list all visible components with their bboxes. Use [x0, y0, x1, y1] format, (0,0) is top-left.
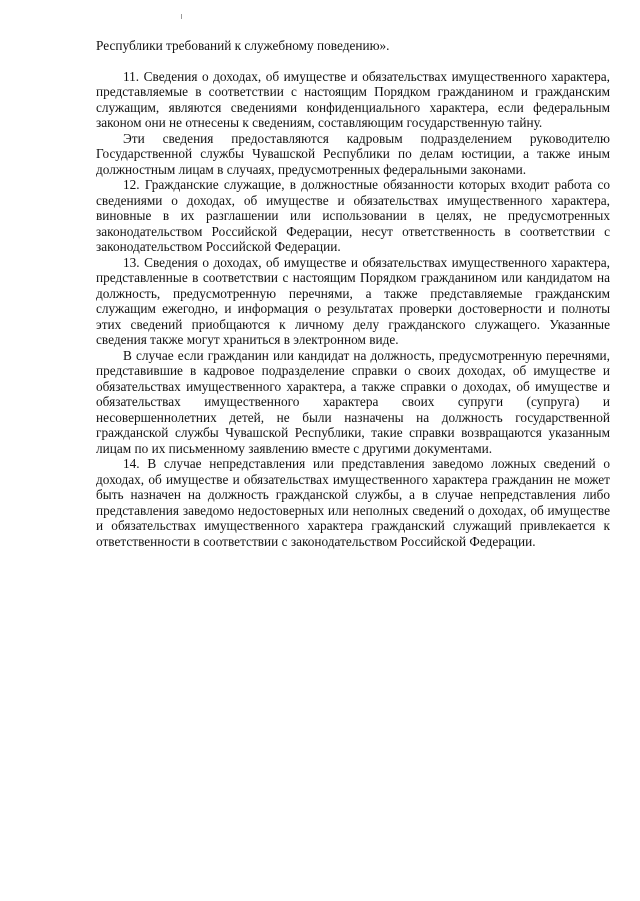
- paragraph-14: 14. В случае непредставления или представления заведомо ложных сведений о доходах, об имуществе и обязательствах имущественного характера гражданин не может быть назначен на должность гражданской службы, а в случае непредставления либо представления заведомо недостоверных или неполных сведений о доходах, об имуществе и обязательствах имущественного характера гражданский служащий привлекается к ответственности в соответствии с законодательством Российской Федерации.: [96, 456, 610, 549]
- paragraph-12: 12. Гражданские служащие, в должностные обязанности которых входит работа со сведениями о доходах, об имуществе и обязательствах имущественного характера, виновные в их разглашении или использовании в целях, не предусмотренных законодательством Российской Федерации, несут ответственность в соответствии с законодательством Российской Федерации.: [96, 177, 610, 254]
- paragraph-13-return-of-documents: В случае если гражданин или кандидат на должность, предусмотренную перечнями, представившие в кадровое подразделение справки о своих доходах, об имуществе и обязательствах имущественного характера, а также справки о доходах, об имуществе и обязательствах имущественного характера своих супруги (супруга) и несовершеннолетних детей, не были назначены на должность государственной гражданской службы Чувашской Республики, такие справки возвращаются указанным лицам по их письменному заявлению вместе с другими документами.: [96, 347, 610, 456]
- paragraph-11: 11. Сведения о доходах, об имуществе и обязательствах имущественного характера, представляемые в соответствии с настоящим Порядком гражданином и гражданским служащим, являются сведениями конфиденциального характера, если федеральным законом они не отнесены к сведениям, составляющим государственную тайну.: [96, 68, 610, 130]
- paragraph-continuation: Республики требований к служебному поведению».: [96, 38, 390, 53]
- document-body: [96, 38, 610, 549]
- paragraph-13: 13. Сведения о доходах, об имуществе и обязательствах имущественного характера, представленные в соответствии с настоящим Порядком гражданином или кандидатом на должность, предусмотренную перечнями, а также представляемые гражданским служащим ежегодно, и информация о результатах проверки достоверности и полноты этих сведений приобщаются к личному делу гражданского служащего. Указанные сведения также могут храниться в электронном виде.: [96, 254, 610, 347]
- scan-mark: [181, 14, 182, 19]
- paragraph-11-info-access: Эти сведения предоставляются кадровым подразделением руководителю Государственной службы Чувашской Республики по делам юстиции, а также иным должностным лицам в случаях, предусмотренных федеральными законами.: [96, 130, 610, 177]
